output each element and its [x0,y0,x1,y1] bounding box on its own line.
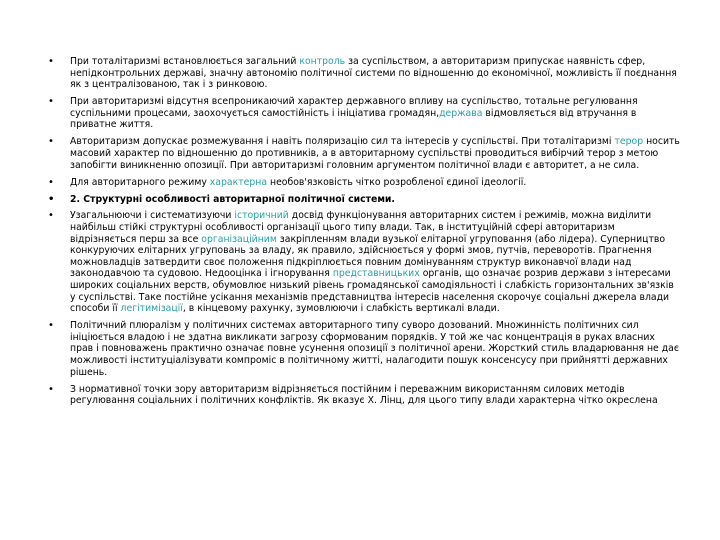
bullet-text: закріпленням влади вузької елітарної угруповання (або лідера). Суперництво конкуруючих елітарних угруповань за владу, як правило, здійснюється у формі змов, путчів, переворотів. Прагнення можновладців затвердити своє положення підкріплюється повним домінуванням структур виконавчої влади над законодавчою та судовою. Недооцінка і ігнорування [70,233,666,280]
bullet-item [48,384,680,407]
bullet-text: відмовляється від втручання в приватне життя. [70,107,637,131]
bullet-text: 2. Структурні особливості авторитарної політичної системи. [70,193,395,205]
highlighted-term: легітимізації [120,303,183,315]
highlighted-term: представницьких [332,268,420,280]
highlighted-term: характерна [209,176,268,188]
bullet-item [48,210,680,314]
section-heading-bullet [48,194,680,206]
bullet-text: необов'язковість чітко розробленої єдиної ідеології. [267,176,527,188]
bullet-text: При авторитаризмі відсутня всепроникаючий характер державного впливу на суспільство, тотальне регулювання суспільними процесами, заохочується самостійність і ініціатива громадян, [70,96,638,119]
bullet-item [48,136,680,171]
bullet-text: Авторитаризм допускає розмежування і навіть поляризацію сил та інтересів у суспільстві. При тоталітаризмі [70,136,615,148]
highlighted-term: терор [614,136,644,148]
bullet-list [48,56,680,412]
bullet-text: Політичний плюралізм у політичних системах авторитарного типу суворо дозований. Множинність політичних сил ініціюється владою і не здатна викликати загрозу сформованим порядків. У той же час концентрація в руках власних прав і повноважень практично означає повне усунення опозиції з політичної арени. Жорсткий стиль владарювання не дає можливості інституціалізувати компроміс в політичному житті, налагодити пошук консенсусу при прийнятті державних рішень. [70,320,679,378]
bullet-text: З нормативної точки зору авторитаризм відрізняється постійним і переважним використанням силових методів регулювання соціальних і політичних конфліктів. Як вказує Х. Лінц, для цього типу влади характерна чітко окреслена [70,383,658,407]
highlighted-term: контроль [299,56,346,67]
bullet-item [48,320,680,378]
highlighted-term: держава [439,107,483,119]
bullet-item [48,56,680,91]
highlighted-term: організаційним [201,233,277,245]
bullet-text: Узагальнюючи і систематизуючи [70,210,235,222]
bullet-text: носить масовий характер по відношенню до противників, а в авторитарному суспільстві проводиться вибірчий терор з метою запобігти виникненню опозиції. При авторитаризмі головним аргументом політичної влади є авторитет, а не сила. [70,136,680,171]
bullet-item [48,177,680,189]
bullet-text: Для авторитарного режиму [70,176,210,188]
bullet-text: , в кінцевому рахунку, зумовлюючи і слабкість вертикалі влади. [182,303,500,315]
bullet-text: за суспільством, а авторитаризм припускає наявність сфер, непідконтрольних державі, значну автономію політичної системи по відношенню до економічної, можливість її поєднання як з централізованою, так і з ринковою. [70,56,677,91]
bullet-item [48,96,680,131]
bullet-text: органів, що означає розрив держави з інтересами широких соціальних верств, обумовлює низький рівень громадянської самодіяльності і слабкість горизонтальних зв'язків у суспільстві. Таке постійне усікання механізмів представництва інтересів населення скорочує соціальні джерела влади способи її [70,268,674,315]
bullet-text: При тоталітаризмі встановлюється загальний [70,56,300,67]
bullet-text: досвід функціонування авторитарних систем і режимів, можна виділити найбільш стійкі структурні особливості організації цього типу влади. Так, в інституційній сфері авторитаризм відрізняється перш за все [70,210,652,245]
highlighted-term: історичний [234,210,289,222]
